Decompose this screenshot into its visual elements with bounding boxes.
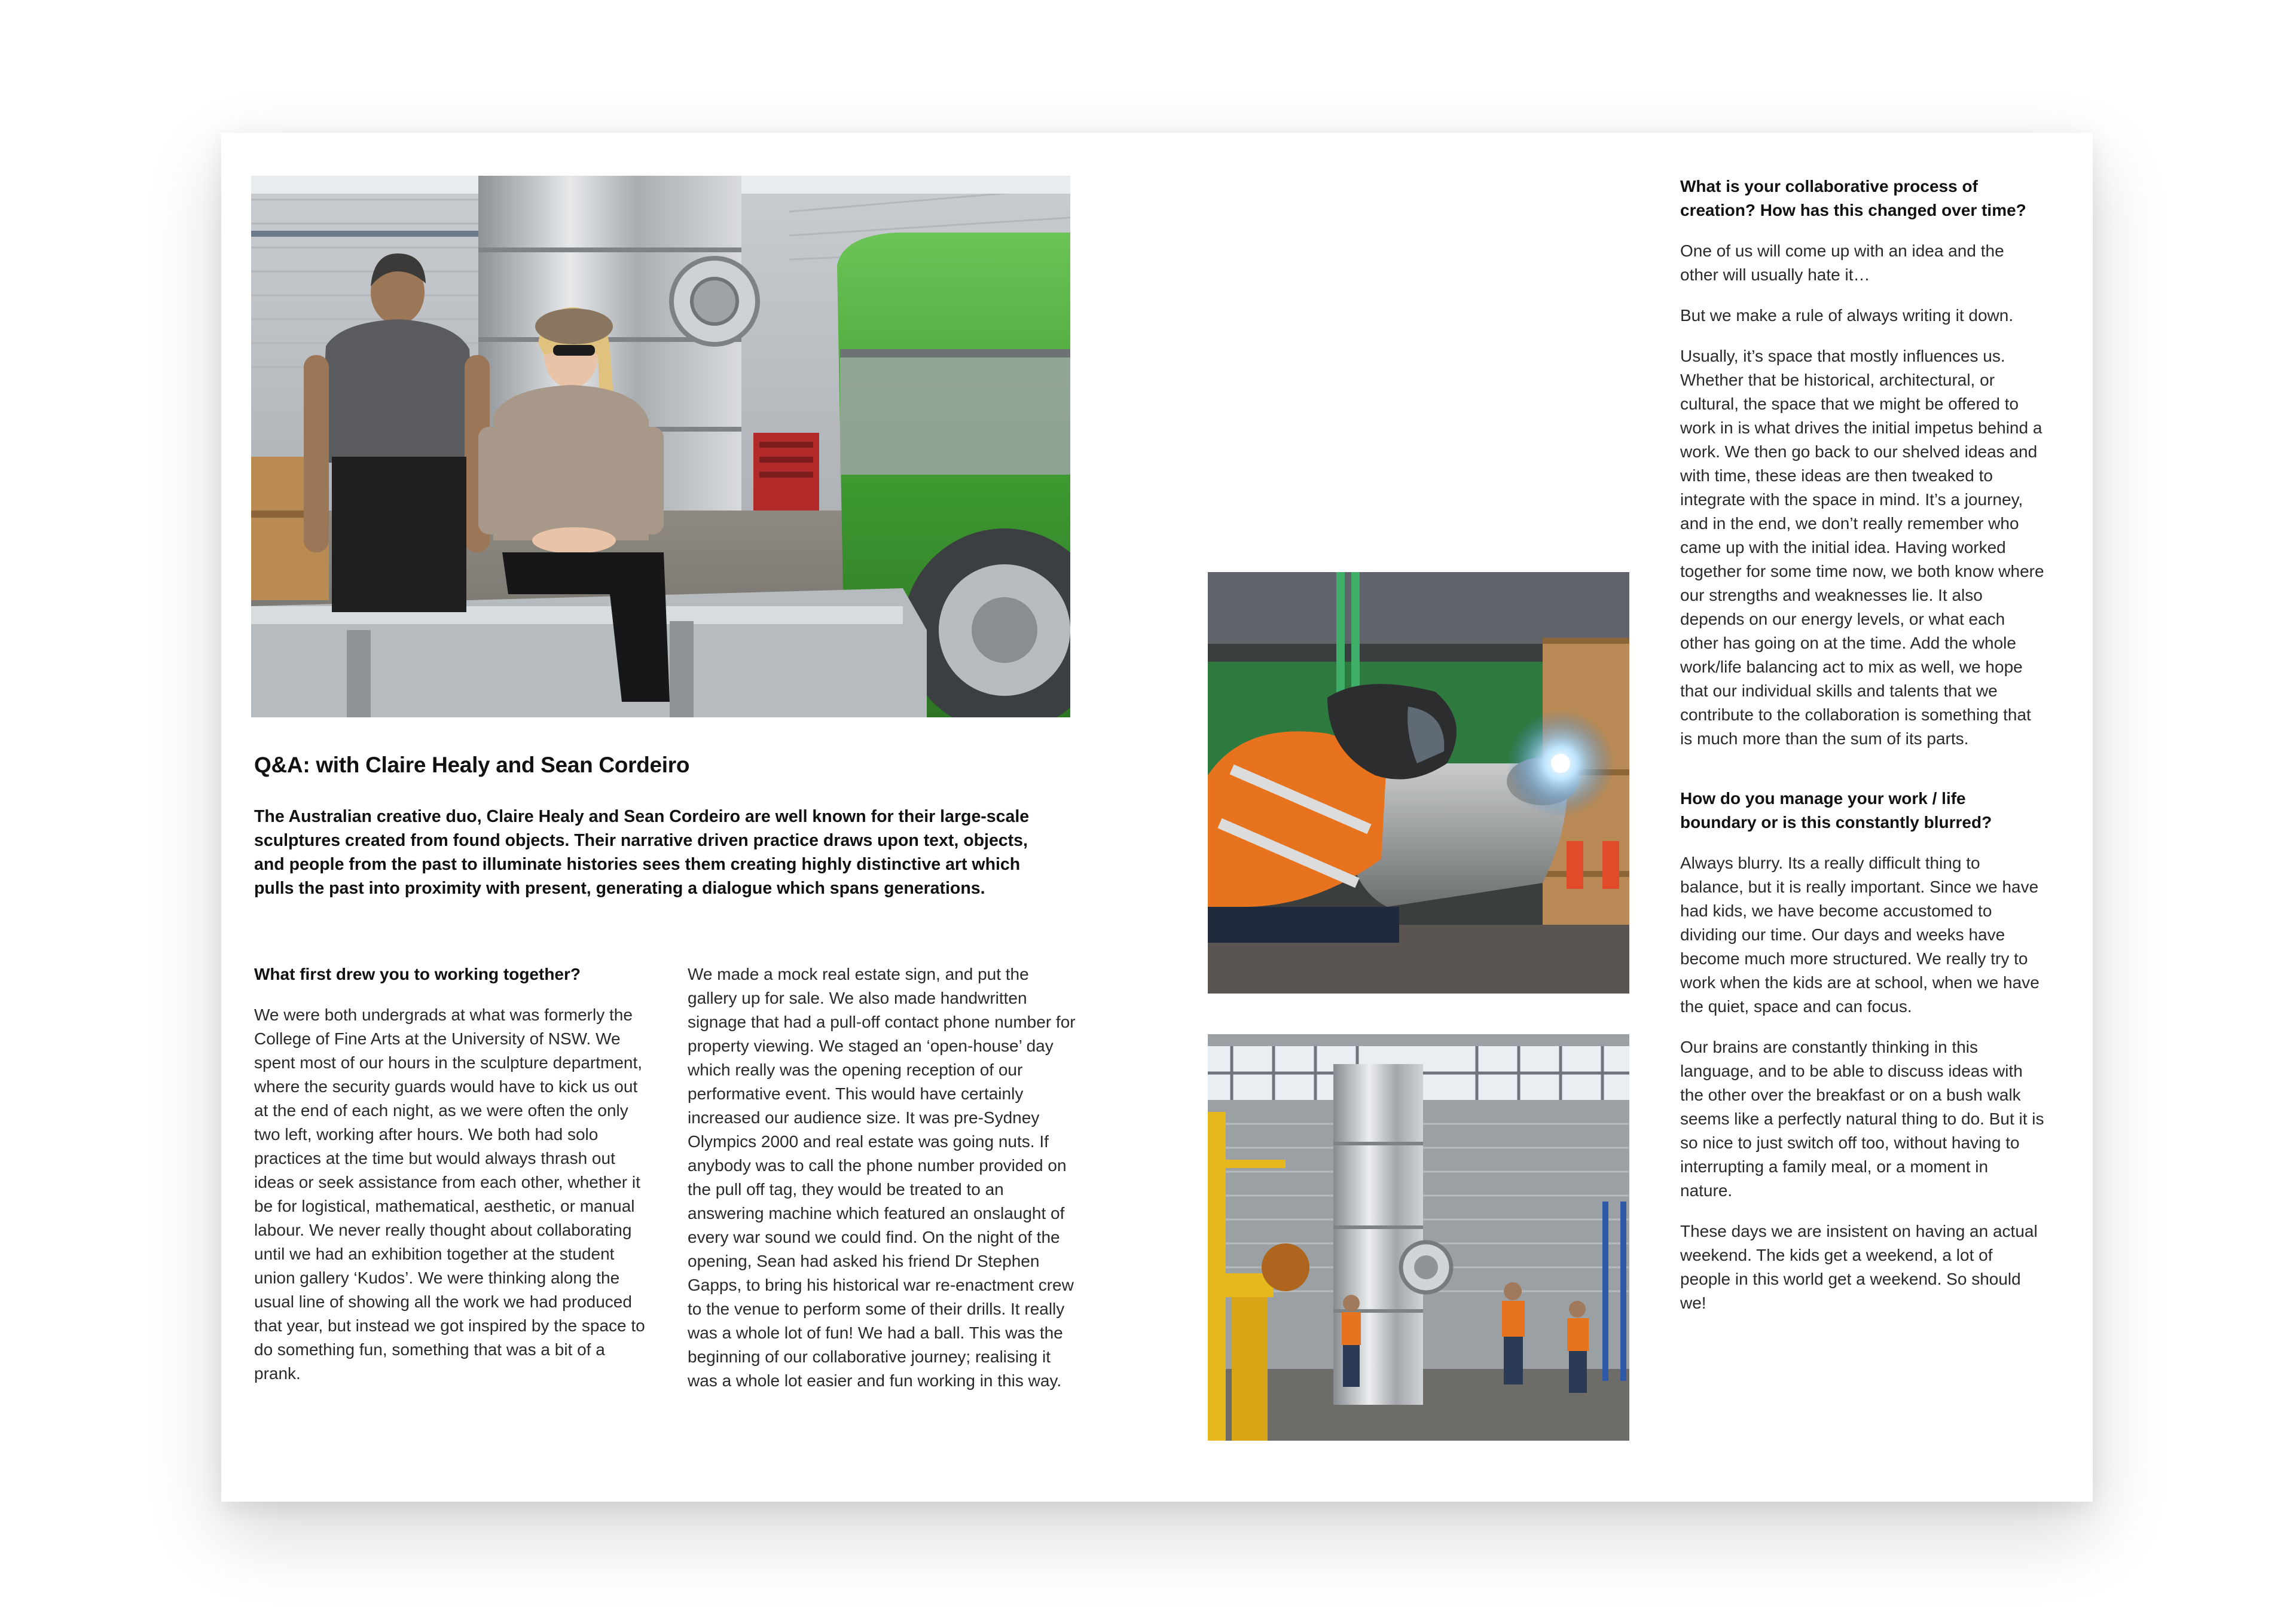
question-3: How do you manage your work / life boundary or is this constantly blurred? [1680,789,1992,832]
column-3 [1680,175,2045,1332]
answer-1-part-1: We were both undergrads at what was formerly the College of Fine Arts at the University of NSW. We spent most of our hours in the sculpture department, where the security guards would have to kick us out at the end of each night, as we were often the only two left, working after hours. We both had solo practices at the time but would always thrash out ideas or seek assistance from each other, whether it be for logistical, mathematical, aesthetic, or manual labour. We never really thought about collaborating until we had an exhibition together at the student union gallery ‘Kudos’. We were thinking along the usual line of showing all the work we had produced that year, but instead we got inspired by the space to do something fun, something that was a bit of a prank. [254,1005,645,1383]
question-1: What first drew you to working together? [254,965,581,983]
question-2: What is your collaborative process of creation? How has this changed over time? [1680,177,2026,219]
magazine-spread [221,133,2093,1502]
answer-2-para-2: But we make a rule of always writing it down. [1680,306,2014,325]
welder-photo [1208,572,1629,994]
workshop-sculpture-photo [1208,1022,1629,1441]
article-title: Q&A: with Claire Healy and Sean Cordeiro [254,753,690,777]
answer-2-para-3: Usually, it’s space that mostly influences us. Whether that be historical, architectural, or cultural, the space that we might be offered to work in is what drives the initial impetus behind a work. We then go back to our shelved ideas and with time, these ideas are then tweaked to integrate with the space in mind. It’s a journey, and in the end, we don’t really remember who came up with the initial idea. Having worked together for some time now, we both know where our strengths and weaknesses lie. It also depends on our energy levels, or what each other has going on at the time. Add the whole work/life balancing act to mix as well, we hope that our individual skills and talents that we contribute to the collaboration is something that is much more than the sum of its parts. [1680,347,2044,748]
answer-3-para-1: Always blurry. Its a really difficult thing to balance, but it is really important. Since we have had kids, we have become accustomed to dividing our time. Our days and weeks have become much more structured. We really try to work when the kids are at school, when we have the quiet, space and can focus. [1680,854,2039,1016]
column-2 [688,962,1076,1410]
answer-3-para-2: Our brains are constantly thinking in this language, and to be able to discuss ideas with the other over the breakfast or on a bush walk seems like a perfectly natural thing to do. But it is so nice to just switch off too, without having to interrupting a family meal, or a moment in nature. [1680,1038,2044,1200]
answer-3-para-3: These days we are insistent on having an actual weekend. The kids get a weekend, a lot of people in this world get a weekend. So should we! [1680,1222,2038,1312]
column-1 [254,962,649,1402]
answer-2-para-1: One of us will come up with an idea and the other will usually hate it… [1680,242,2004,284]
article-intro: The Australian creative duo, Claire Healy and Sean Cordeiro are well known for their large-scale sculptures created from found objects. Their narrative driven practice draws upon text, objects, and people from the past to illuminate histories sees them creating highly distinctive art which pulls the past into proximity with present, generating a dialogue which spans generations. [254,807,1030,898]
artists-portrait-photo [251,176,1070,717]
answer-1-part-2: We made a mock real estate sign, and put the gallery up for sale. We also made handwritten signage that had a pull-off contact phone number for property viewing. We staged an ‘open-house’ day which really was the opening reception of our performative event. This would have certainly increased our audience size. It was pre-Sydney Olympics 2000 and real estate was going nuts. If anybody was to call the phone number provided on the pull off tag, they would be treated to an answering machine which featured an onslaught of every war sound we could find. On the night of the opening, Sean had asked his friend Dr Stephen Gapps, to bring his historical war re-enactment crew to the venue to perform some of their drills. It really was a whole lot of fun! We had a ball. This was the beginning of our collaborative journey; realising it was a whole lot easier and fun working in this way. [688,965,1076,1390]
